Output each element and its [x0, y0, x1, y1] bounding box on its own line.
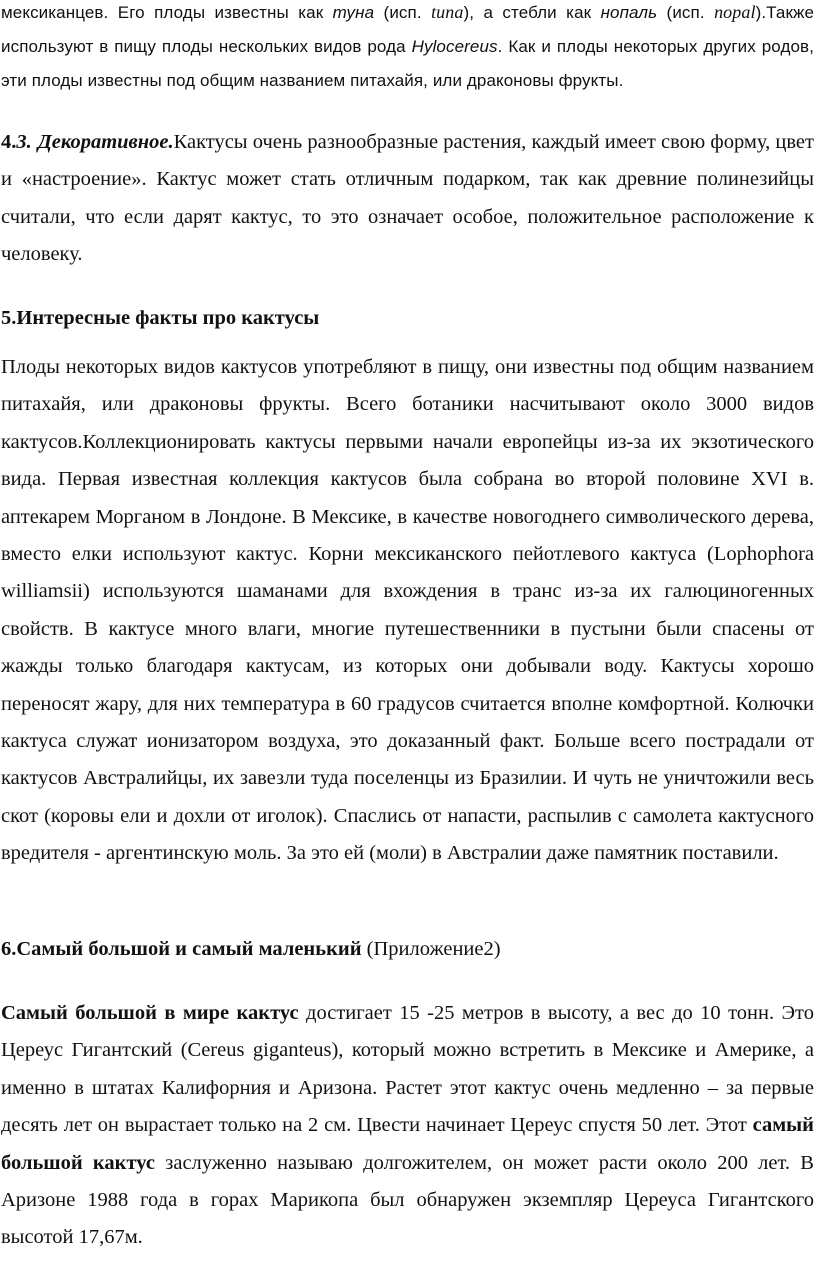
- section-5-heading: 5.Интересные факты про кактусы: [1, 307, 320, 329]
- section-6-heading: [1, 931, 814, 968]
- intro-text: ).Также используют в пищу плоды нескольких видов рода: [1, 3, 815, 56]
- section-6-paragraph: [1, 995, 814, 1257]
- intro-text: (исп.: [657, 3, 715, 22]
- tuna-ru-term: туна: [332, 3, 375, 22]
- genus-name: Hylocereus: [411, 37, 498, 56]
- bold-phrase: самый большой кактус: [1, 1114, 814, 1174]
- intro-paragraph: [1, 0, 814, 98]
- section-number: 4.: [1, 131, 17, 153]
- section-text: Кактусы очень разнообразные растения, каждый имеет свою форму, цвет и «настроение». Кактус может стать отличным подарком, так как древние полинезийцы считали, что если дарят кактус, то это означает особое, положительное расположение к человеку.: [1, 131, 814, 266]
- section-title: Декоративное.: [37, 131, 174, 153]
- tuna-es-term: tuna: [431, 2, 464, 22]
- intro-text: мексиканцев. Его плоды известны как: [1, 3, 333, 22]
- section-4-3-paragraph: [1, 124, 814, 274]
- intro-text: (исп.: [374, 3, 432, 22]
- bold-phrase: Самый большой в мире кактус: [1, 1002, 299, 1024]
- nopal-ru-term: нопаль: [600, 3, 658, 22]
- section-6-heading-title: 6.Самый большой и самый маленький: [1, 938, 362, 960]
- intro-text: . Как и плоды некоторых других родов, эти плоды известны под общим названием питахайя, или драконовы фрукты.: [1, 37, 814, 90]
- section-5-paragraph: Плоды некоторых видов кактусов употребляют в пищу, они известны под общим названием питахайя, или драконовы фрукты. Всего ботаники насчитывают около 3000 видов кактусов.Коллекционировать кактусы первыми начали европейцы из-за их экзотического вида. Первая известная коллекция кактусов была собрана во второй половине XVI в. аптекарем Морганом в Лондоне. В Мексике, в качестве новогоднего символического дерева, вместо елки используют кактус. Корни мексиканского пейотлевого кактуса (Lophophora williamsii) используются шаманами для вхождения в транс из-за их галюциногенных свойств. В кактусе много влаги, многие путешественники в пустыни были спасены от жажды только благодаря кактусам, из которых они добывали воду. Кактусы хорошо переносят жару, для них температура в 60 градусов считается вполне комфортной. Колючки кактуса служат ионизатором воздуха, это доказанный факт. Больше всего пострадали от кактусов Австралийцы, их завезли туда поселенцы из Бразилии. И чуть не уничтожили весь скот (коровы ели и дохли от иголок). Спаслись от напасти, распылив с самолета кактусного вредителя - аргентинскую моль. За это ей (моли) в Австралии даже памятник поставили.: [1, 356, 814, 865]
- intro-text: ), а стебли как: [463, 3, 601, 22]
- section-text: достигает 15 -25 метров в высоту, а вес до 10 тонн. Это Цереус Гигантский (Cereus giganteus), который можно встретить в Мексике и Америке, а именно в штатах Калифорния и Аризона. Растет этот кактус очень медленно – за первые десять лет он вырастает только на 2 см. Цвести начинает Цереус спустя 50 лет. Этот: [1, 1002, 814, 1137]
- section-number: 3.: [16, 131, 32, 153]
- appendix-reference: (Приложение2): [361, 938, 501, 960]
- section-text: заслуженно называю долгожителем, он может расти около 200 лет. В Аризоне 1988 года в горах Марикопа был обнаружен экземпляр Цереуса Гигантского высотой 17,67м.: [1, 1151, 814, 1249]
- nopal-es-term: nopal: [714, 2, 756, 22]
